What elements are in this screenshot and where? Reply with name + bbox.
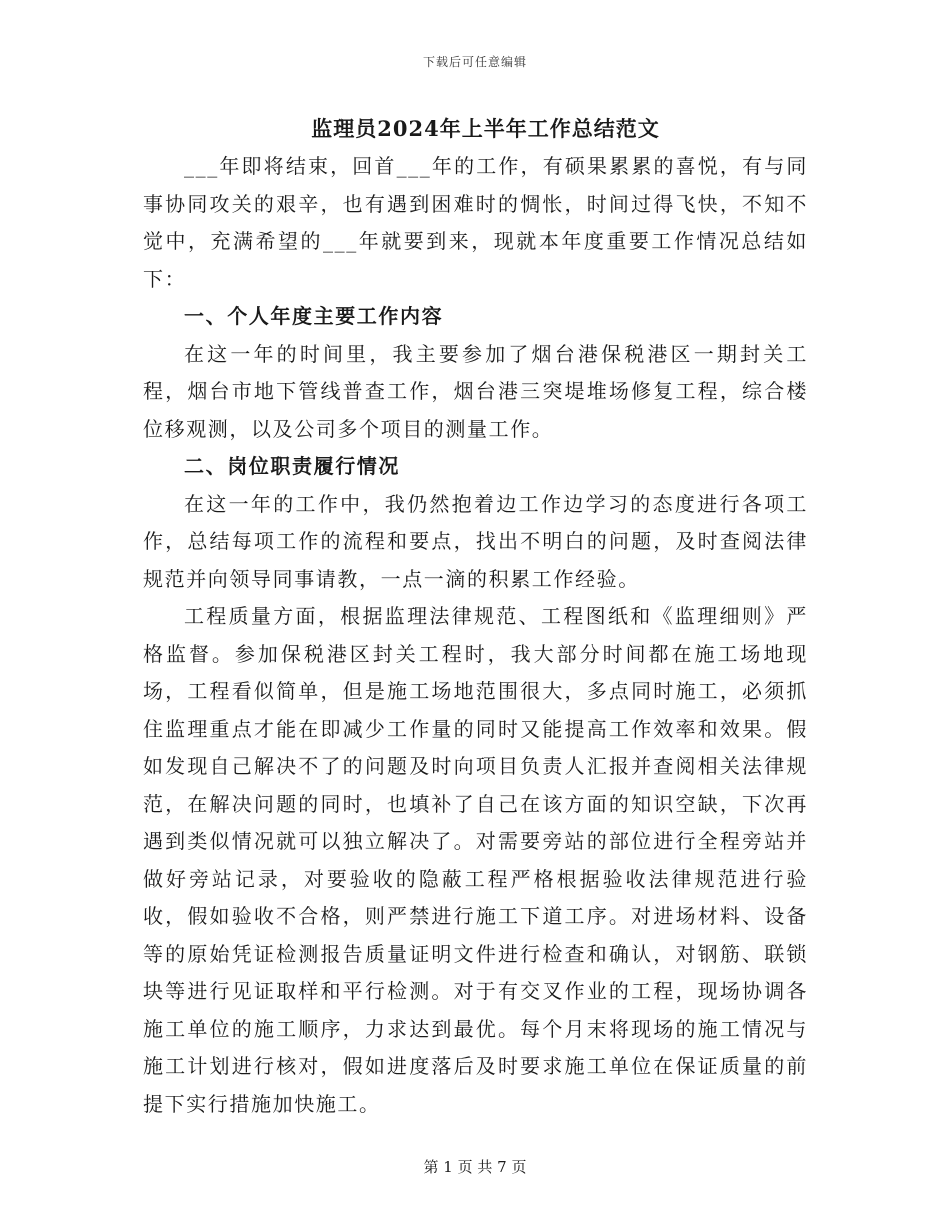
document-title: 监理员2024年上半年工作总结范文 [311,116,660,141]
section-1-paragraph: 在这一年的时间里，我主要参加了烟台港保税港区一期封关工程，烟台市地下管线普查工作，烟台港三突堤堆场修复工程，综合楼位移观测，以及公司多个项目的测量工作。 [143,341,808,441]
section-heading-1: 一、个人年度主要工作内容 [184,304,444,328]
section-2-paragraph-1: 在这一年的工作中，我仍然抱着边工作边学习的态度进行各项工作，总结每项工作的流程和要点，找出不明白的问题，及时查阅法律规范并向领导同事请教，一点一滴的积累工作经验。 [143,491,808,591]
document-body [143,110,808,1123]
intro-paragraph: ___年即将结束，回首___年的工作，有硕果累累的喜悦，有与同事协同攻关的艰辛，也有遇到困难时的惆怅，时间过得飞快，不知不觉中，充满希望的___年就要到来，现就本年度重要工作情况总结如下： [143,154,808,291]
page-number: 第 1 页 共 7 页 [423,1158,527,1176]
header-note: 下载后可任意编辑 [422,55,527,69]
section-heading-2: 二、岗位职责履行情况 [184,454,400,478]
section-2-paragraph-2: 工程质量方面，根据监理法律规范、工程图纸和《监理细则》严格监督。参加保税港区封关工程时，我大部分时间都在施工场地现场，工程看似简单，但是施工场地范围很大，多点同时施工，必须抓住监理重点才能在即减少工作量的同时又能提高工作效率和效果。假如发现自己解决不了的问题及时向项目负责人汇报并查阅相关法律规范，在解决问题的同时，也填补了自己在该方面的知识空缺，下次再遇到类似情况就可以独立解决了。对需要旁站的部位进行全程旁站并做好旁站记录，对要验收的隐蔽工程严格根据验收法律规范进行验收，假如验收不合格，则严禁进行施工下道工序。对进场材料、设备等的原始凭证检测报告质量证明文件进行检查和确认，对钢筋、联锁块等进行见证取样和平行检测。对于有交叉作业的工程，现场协调各施工单位的施工顺序，力求达到最优。每个月末将现场的施工情况与施工计划进行核对，假如进度落后及时要求施工单位在保证质量的前提下实行措施加快施工。 [143,604,808,1116]
